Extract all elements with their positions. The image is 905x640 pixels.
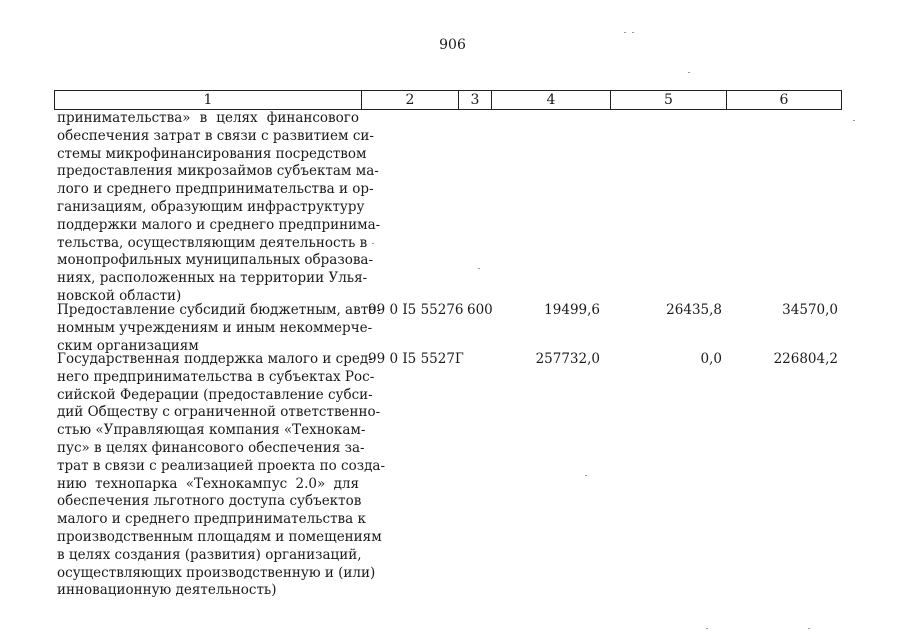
scan-speck xyxy=(688,72,690,73)
cell-text-line: поддержки малого и среднего предпринима- xyxy=(57,216,381,233)
row-3-value-4: 257732,0 xyxy=(535,351,600,367)
row-3-value-5: 0,0 xyxy=(700,351,722,367)
cell-text-line: нию технопарка «Технокампус 2.0» для xyxy=(57,475,359,492)
header-col-2: 2 xyxy=(362,91,459,110)
scan-speck xyxy=(372,243,374,244)
cell-text-line: ниях, расположенных на территории Улья- xyxy=(57,270,368,287)
row-2-value-4: 19499,6 xyxy=(544,302,600,318)
cell-text-line: инновационную деятельность) xyxy=(57,582,277,599)
cell-text-line: номным учреждениям и иным некоммерче- xyxy=(57,319,373,336)
row-3-value-6: 226804,2 xyxy=(773,351,838,367)
cell-text-line: пус» в целях финансового обеспечения за- xyxy=(57,439,365,456)
cell-text-line: осуществляющих производственную и (или) xyxy=(57,564,376,581)
cell-text-line: ганизациям, образующим инфраструктуру xyxy=(57,198,365,215)
page-number: 906 xyxy=(439,37,466,53)
cell-text-line: предоставления микрозаймов субъектам ма- xyxy=(57,163,379,180)
cell-text-line: монопрофильных муниципальных образова- xyxy=(57,252,374,269)
cell-text-line: принимательства» в целях финансового xyxy=(57,110,359,126)
table-header xyxy=(54,90,842,110)
cell-text-line: ским организациям xyxy=(57,337,199,354)
scan-speck xyxy=(632,32,634,33)
row-2-type: 600 xyxy=(467,302,493,318)
cell-text-line: производственным площадям и помещениям xyxy=(57,528,382,545)
cell-text-line: тельства, осуществляющим деятельность в xyxy=(57,234,368,251)
cell-text-line: Предоставление субсидий бюджетным, авто- xyxy=(57,302,381,318)
header-col-3: 3 xyxy=(459,91,492,110)
header-col-1: 1 xyxy=(55,91,362,110)
scan-speck xyxy=(853,120,855,121)
header-col-4: 4 xyxy=(492,91,611,110)
cell-text-line: малого и среднего предпринимательства к xyxy=(57,511,366,528)
cell-text-line: него предпринимательства в субъектах Рос- xyxy=(57,368,375,385)
row-1-name xyxy=(57,110,381,306)
cell-text-line: в целях создания (развития) организаций, xyxy=(57,546,362,563)
scan-speck xyxy=(624,32,626,33)
cell-text-line: новской области) xyxy=(57,287,182,304)
cell-text-line: стемы микрофинансирования посредством xyxy=(57,145,367,162)
cell-text-line: трат в связи с реализацией проекта по созда- xyxy=(57,457,386,474)
row-2-value-5: 26435,8 xyxy=(666,302,722,318)
header-col-5: 5 xyxy=(611,91,727,110)
scan-speck xyxy=(585,475,587,476)
cell-text-line: обеспечения льготного доступа субъектов xyxy=(57,493,362,510)
row-2-name xyxy=(57,302,381,355)
cell-text-line: дий Обществу с ограниченной ответственно- xyxy=(57,404,381,421)
row-2-value-6: 34570,0 xyxy=(782,302,838,318)
scan-speck xyxy=(706,628,708,629)
cell-text-line: обеспечения затрат в связи с развитием си- xyxy=(57,127,374,144)
row-2-code: 99 0 I5 55276 xyxy=(368,302,464,318)
cell-text-line: Государственная поддержка малого и сред- xyxy=(57,351,373,367)
cell-text-line: стью «Управляющая компания «Технокам- xyxy=(57,422,366,439)
row-3-name xyxy=(57,351,386,600)
header-col-6: 6 xyxy=(727,91,842,110)
cell-text-line: сийской Федерации (предоставление субси- xyxy=(57,386,373,403)
cell-text-line: лого и среднего предпринимательства и ор- xyxy=(57,181,374,198)
scan-speck xyxy=(808,628,810,629)
row-3-code: 99 0 I5 5527Г xyxy=(368,351,464,367)
scan-speck xyxy=(478,268,480,269)
